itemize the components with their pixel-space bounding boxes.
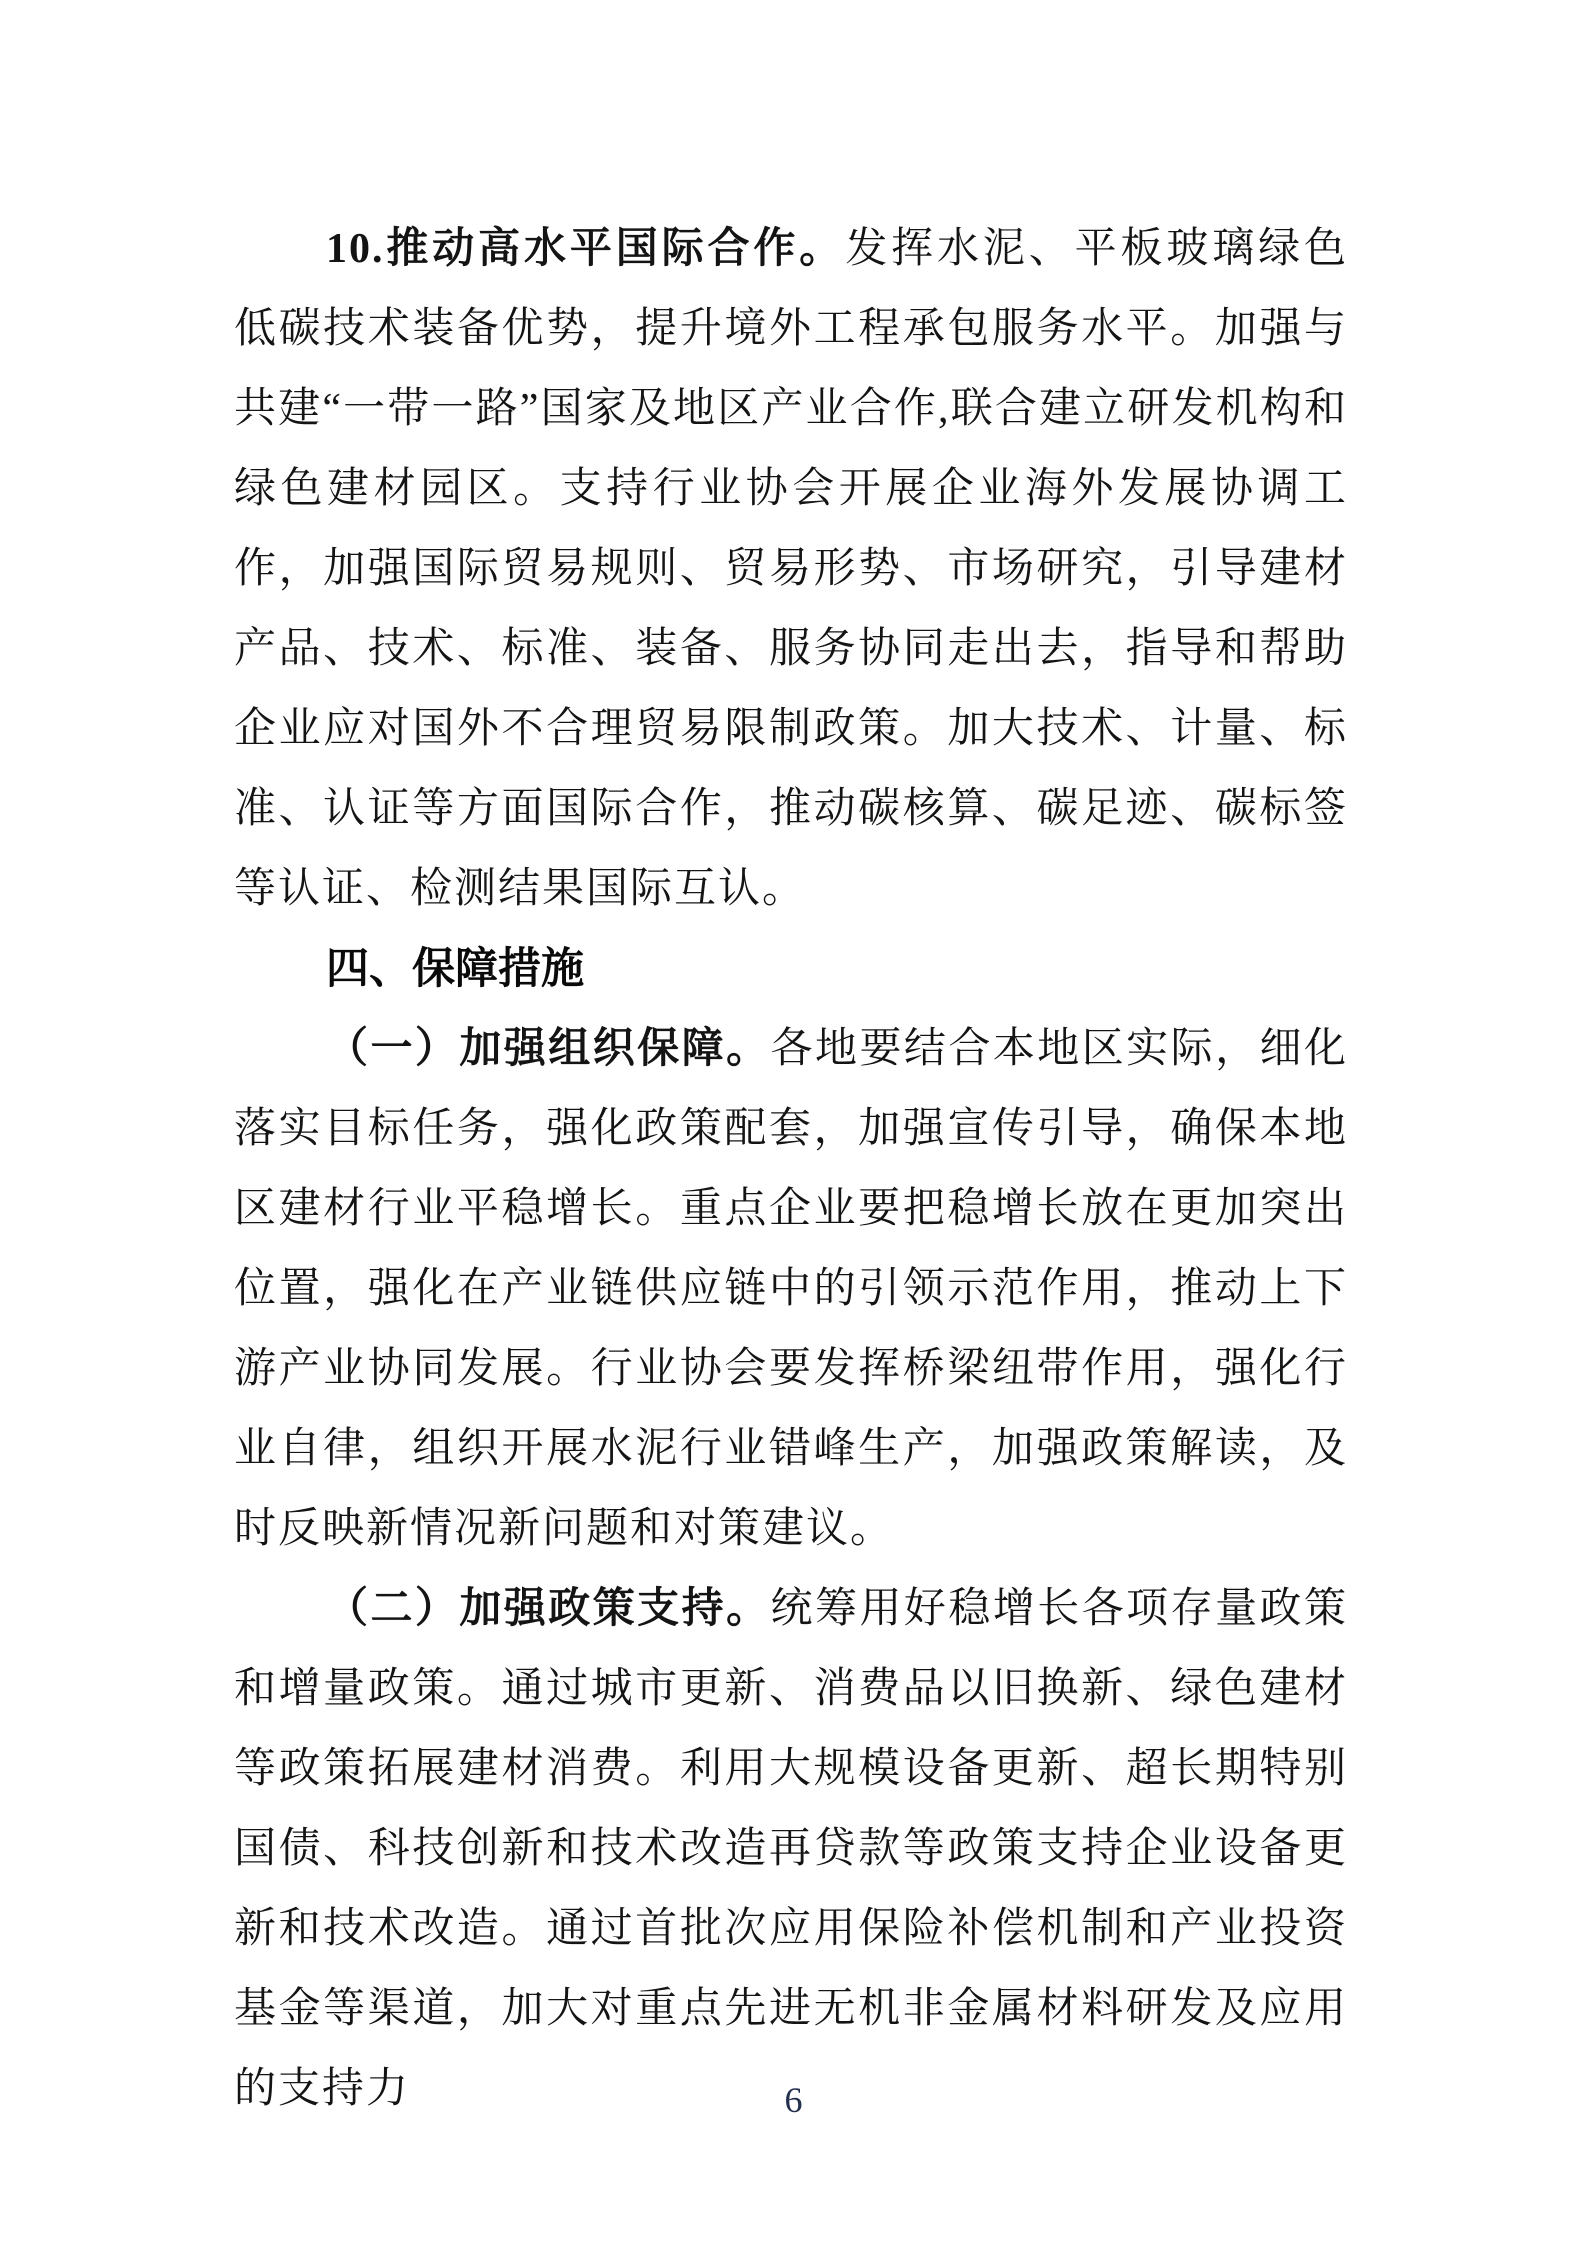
- paragraph-text-item-10: 发挥水泥、平板玻璃绿色低碳技术装备优势，提升境外工程承包服务水平。加强与共建“一带一路”国家及地区产业合作,联合建立研发机构和绿色建材园区。支持行业协会开展企业海外发展协调工作，加强国际贸易规则、贸易形势、市场研究，引导建材产品、技术、标准、装备、服务协同走出去，指导和帮助企业应对国外不合理贸易限制政策。加大技术、计量、标准、认证等方面国际合作，推动碳核算、碳足迹、碳标签等认证、检测结果国际互认。: [234, 226, 1348, 912]
- paragraph-lead-item-10: 10.推动高水平国际合作。: [326, 226, 846, 272]
- paragraph-text-item-two: 统筹用好稳增长各项存量政策和增量政策。通过城市更新、消费品以旧换新、绿色建材等政策拓展建材消费。利用大规模设备更新、超长期特别国债、科技创新和技术改造再贷款等政策支持企业设备更新和技术改造。通过首批次应用保险补偿机制和产业投资基金等渠道，加大对重点先进无机非金属材料研发及应用的支持力: [234, 1586, 1348, 2112]
- document-body: [234, 209, 1348, 2129]
- page-number: 6: [784, 2080, 803, 2120]
- paragraph-organizational-guarantee: [234, 1009, 1348, 1569]
- paragraph-international-cooperation: [234, 209, 1348, 929]
- paragraph-text-item-one: 各地要结合本地区实际，细化落实目标任务，强化政策配套，加强宣传引导，确保本地区建材行业平稳增长。重点企业要把稳增长放在更加突出位置，强化在产业链供应链中的引领示范作用，推动上下游产业协同发展。行业协会要发挥桥梁纽带作用，强化行业自律，组织开展水泥行业错峰生产，加强政策解读，及时反映新情况新问题和对策建议。: [234, 1026, 1348, 1552]
- paragraph-policy-support: [234, 1569, 1348, 2129]
- paragraph-lead-item-one: （一）加强组织保障。: [326, 1026, 771, 1072]
- paragraph-lead-item-two: （二）加强政策支持。: [326, 1586, 771, 1632]
- section-heading-safeguard-measures: 四、保障措施: [326, 945, 584, 993]
